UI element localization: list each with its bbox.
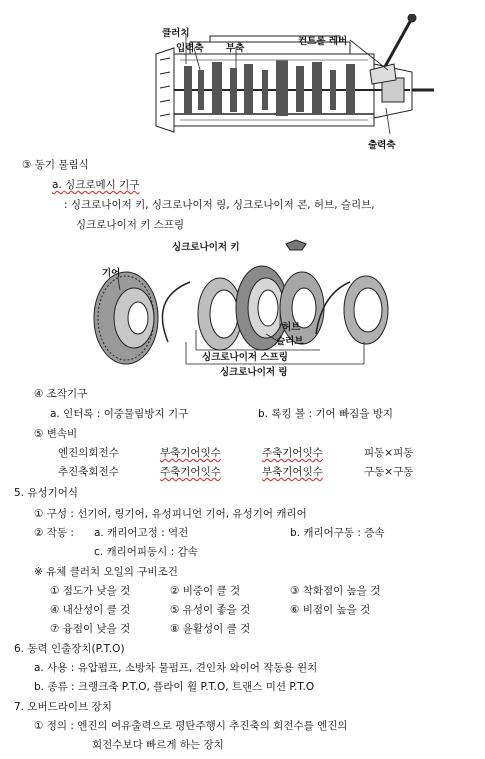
oil-item: ⑤ 유성이 좋을 것 xyxy=(170,604,251,616)
oil-item: ⑦ 융점이 낮을 것 xyxy=(50,623,131,635)
control-lever-label: 컨트롤 레버 xyxy=(298,36,348,47)
fluid-operation-label: ② 작동 : xyxy=(34,527,74,539)
oil-item: ⑧ 윤활성이 클 것 xyxy=(170,623,251,635)
ratio-cell: 엔진의회전수 xyxy=(58,447,119,459)
oil-item: ② 비중이 클 것 xyxy=(170,585,241,597)
ratio-cell: 부축기어잇수 xyxy=(262,466,323,478)
pto-heading: 6. 동력 인출장치(P.T.O) xyxy=(14,643,125,655)
oil-item: ④ 내산성이 클 것 xyxy=(50,604,131,616)
ratio-cell: 피동×피동 xyxy=(364,447,414,459)
ratio-cell: 주축기어잇수 xyxy=(160,466,221,478)
ratio-cell: 주축기어잇수 xyxy=(262,447,323,459)
sec5-heading: ⑤ 변속비 xyxy=(34,428,78,440)
fluid-composition: ① 구성 : 선기어, 링기어, 유성피니언 기어, 유성기어 캐리어 xyxy=(34,508,307,520)
sleeve-label: 슬리브 xyxy=(276,336,304,347)
sec3-a-title: a. 싱크로메시 기구 xyxy=(52,179,140,191)
od-heading: 7. 오버드라이브 장치 xyxy=(14,701,112,713)
fluid-op-a: a. 캐리어고정 : 역전 xyxy=(94,527,189,539)
transmission-diagram xyxy=(150,14,440,154)
fluid-heading: 5. 유성기어식 xyxy=(14,487,79,499)
pto-a: a. 사용 : 유압펌프, 소방차 물펌프, 견인차 와이어 작동용 윈치 xyxy=(34,662,318,674)
ratio-cell: 부축기어잇수 xyxy=(160,447,221,459)
sync-spring-label: 싱크로나이저 스프링 xyxy=(202,352,288,363)
gear-label: 기어 xyxy=(102,268,121,279)
ratio-cell: 추진축회전수 xyxy=(58,466,119,478)
sync-key-label: 싱크로나이저 키 xyxy=(172,242,240,253)
pto-b: b. 종류 : 크랭크축 P.T.O, 플라이 휠 P.T.O, 트랜스 미션 P.T.O xyxy=(34,681,315,693)
clutch-label: 클러치 xyxy=(162,28,190,39)
od-def-line1: ① 정의 : 엔진의 여유출력으로 평탄주행시 추진축의 회전수를 엔진의 xyxy=(34,720,348,732)
oil-item: ⑥ 비점이 높을 것 xyxy=(290,604,371,616)
ratio-cell: 구동×구동 xyxy=(364,466,414,478)
fluid-op-c: c. 캐리어피동시 : 감속 xyxy=(94,546,198,558)
sec3-heading: ③ 동기 물림식 xyxy=(22,159,89,171)
synchromesh-diagram xyxy=(90,238,410,380)
input-shaft-label: 입력축 xyxy=(176,43,204,54)
output-shaft-label: 출력축 xyxy=(368,140,396,151)
sec4-a: a. 인터록 : 이중물림방지 기구 xyxy=(50,408,189,420)
hub-label: 허브 xyxy=(282,322,301,333)
fluid-op-b: b. 캐리어구동 : 증속 xyxy=(290,527,385,539)
oil-item: ③ 착화점이 높을 것 xyxy=(290,585,381,597)
oil-item: ① 점도가 낮을 것 xyxy=(50,585,131,597)
sec4-b: b. 록킹 볼 : 기어 빠짐을 방지 xyxy=(258,408,393,420)
sec4-heading: ④ 조작기구 xyxy=(34,388,88,400)
sec3-a-desc-line1: : 싱크로나이저 키, 싱크로나이저 링, 싱크로나이저 콘, 허브, 슬리브, xyxy=(64,199,375,211)
counter-shaft-label: 부축 xyxy=(226,43,245,54)
oil-heading: ※ 유체 클러치 오일의 구비조건 xyxy=(34,566,178,578)
sync-ring-label: 싱크로나이저 링 xyxy=(220,367,288,378)
sec3-a-desc-line2: 싱크로나이저 키 스프링 xyxy=(76,219,185,231)
od-def-line2: 회전수보다 빠르게 하는 장치 xyxy=(92,739,224,751)
